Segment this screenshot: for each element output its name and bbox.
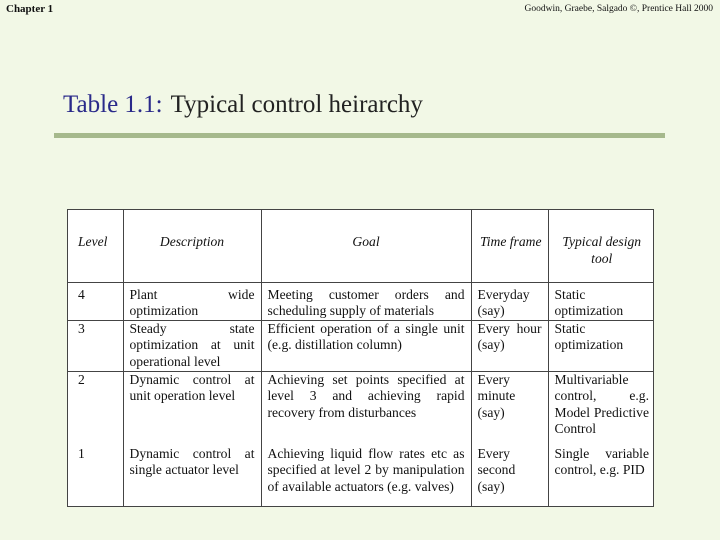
cell-description: Dynamic control at single actuator level (123, 438, 261, 506)
column-header-description: Description (123, 210, 261, 282)
cell-goal: Efficient operation of a single unit (e.g. distillation column) (261, 320, 471, 371)
column-header-level: Level (68, 210, 123, 282)
column-header-time-frame: Time frame (471, 210, 548, 282)
cell-time-frame: Every second (say) (471, 438, 548, 506)
cell-time-frame: Everyday (say) (471, 282, 548, 320)
cell-design-tool: Single variable control, e.g. PID (548, 438, 654, 506)
cell-level: 4 (68, 282, 123, 320)
table-row (68, 282, 654, 320)
table-row (68, 438, 654, 506)
table-number: Table 1.1: (63, 91, 163, 118)
cell-goal: Meeting customer orders and scheduling supply of materials (261, 282, 471, 320)
slide-title (63, 91, 423, 119)
cell-time-frame: Every hour (say) (471, 320, 548, 371)
cell-description: Steady state optimization at unit operational level (123, 320, 261, 371)
cell-description: Dynamic control at unit operation level (123, 371, 261, 438)
table-row (68, 320, 654, 371)
cell-goal: Achieving liquid flow rates etc as specified at level 2 by manipulation of available actuators (e.g. valves) (261, 438, 471, 506)
control-hierarchy-table (67, 209, 654, 507)
column-header-goal: Goal (261, 210, 471, 282)
table-header-row (68, 210, 654, 282)
cell-goal: Achieving set points specified at level 3 and achieving rapid recovery from disturbances (261, 371, 471, 438)
cell-time-frame: Every minute (say) (471, 371, 548, 438)
cell-description: Plant wide optimization (123, 282, 261, 320)
cell-level: 2 (78, 371, 85, 387)
cell-design-tool: Static optimization (548, 320, 654, 371)
chapter-label: Chapter 1 (6, 3, 54, 15)
cell-level: 1 (78, 445, 85, 461)
column-header-design-tool: Typical design tool (548, 210, 654, 282)
table-caption: Typical control heirarchy (170, 91, 423, 118)
credit-line: Goodwin, Graebe, Salgado ©, Prentice Hall 2000 (524, 4, 713, 14)
table-row (68, 371, 654, 438)
cell-design-tool: Multivariable control, e.g. Model Predictive Control (548, 371, 654, 438)
cell-level: 3 (68, 320, 123, 371)
cell-design-tool: Static optimization (548, 282, 654, 320)
title-underline (54, 133, 665, 138)
